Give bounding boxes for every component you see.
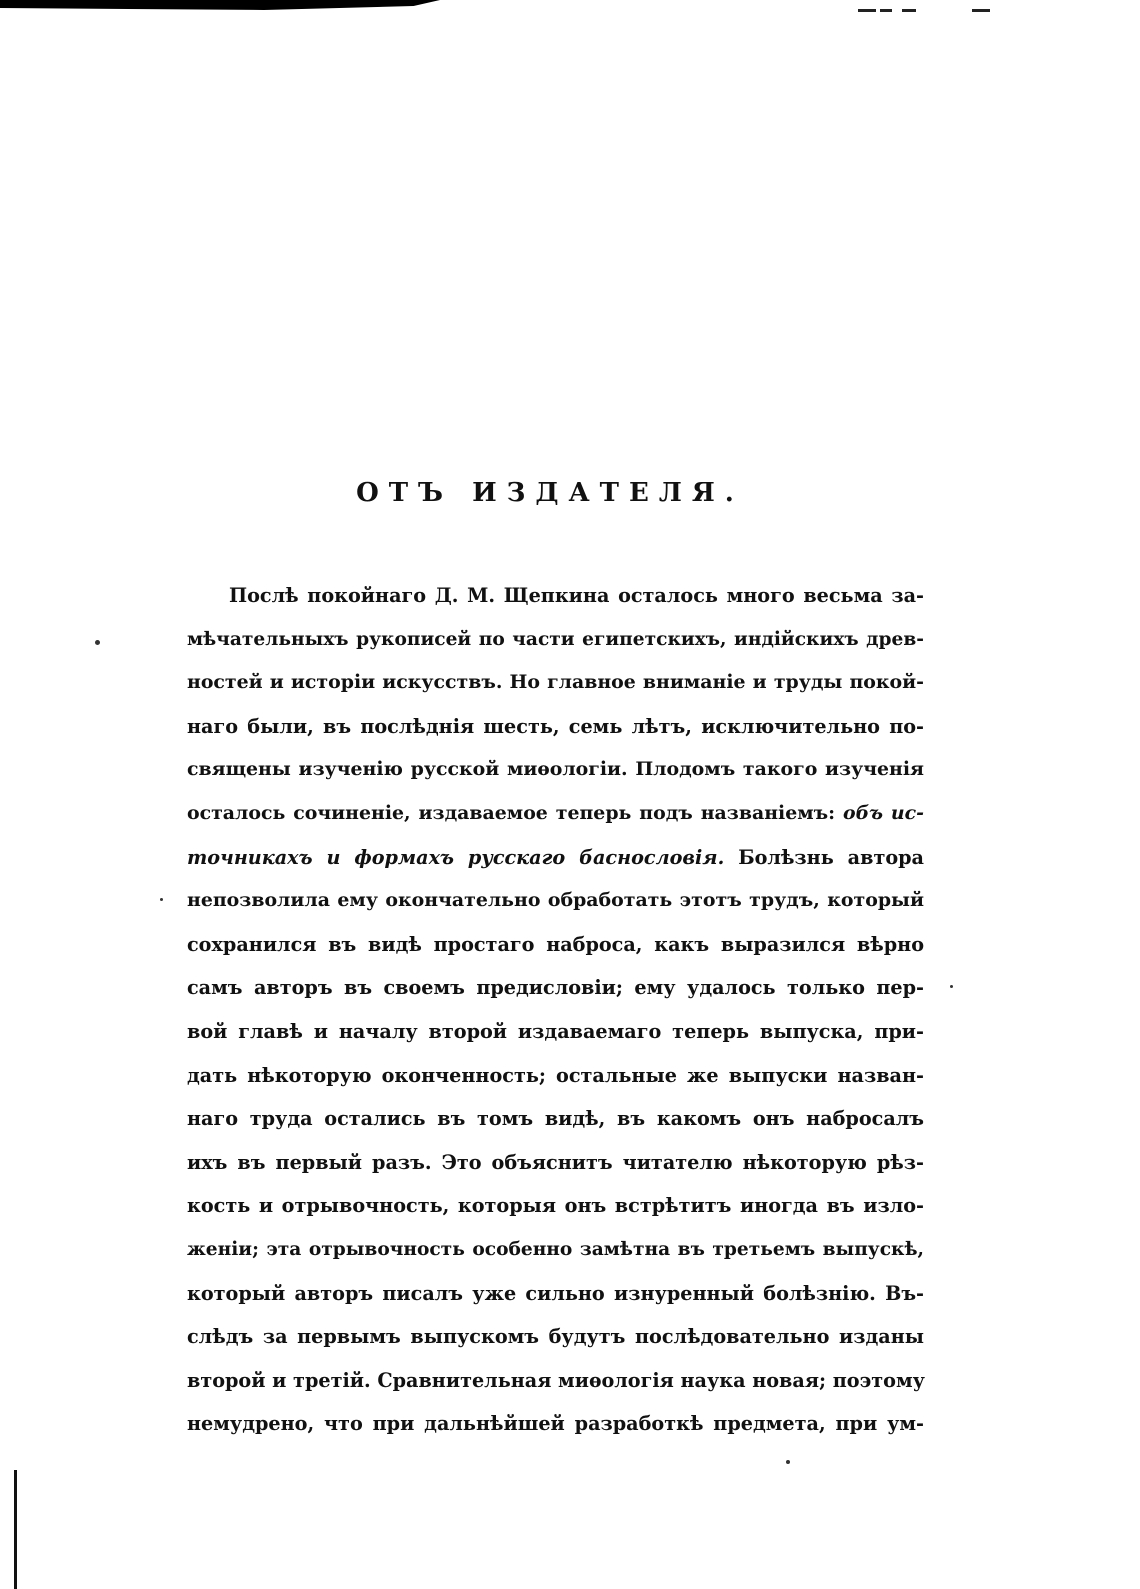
scan-artifact-dash — [880, 9, 892, 12]
scan-artifact-left-edge — [14, 1470, 17, 1589]
text-line: наго были, въ послѣднія шесть, семь лѣтъ, исключительно по- — [187, 714, 924, 738]
scan-artifact-top — [0, 0, 440, 10]
page-heading: ОТЪ ИЗДАТЕЛЯ. — [356, 478, 744, 508]
scan-artifact-dash — [902, 9, 916, 12]
text-line: вой главѣ и началу второй издаваемаго теперь выпуска, при- — [187, 1019, 924, 1043]
italic-title-part: точникахъ и формахъ русскаго баснословія. — [187, 845, 725, 869]
text-line-part: осталось сочиненіе, издаваемое теперь подъ названіемъ: — [187, 801, 836, 824]
text-line: ностей и исторіи искусствъ. Но главное вниманіе и труды покой- — [187, 671, 924, 694]
text-line: непозволила ему окончательно обработать этотъ трудъ, который — [187, 889, 924, 912]
text-line: женіи; эта отрывочность особенно замѣтна въ третьемъ выпускѣ, — [187, 1238, 924, 1260]
scan-speck — [160, 898, 163, 901]
text-line-part: Болѣзнь автора — [738, 845, 924, 869]
text-line: мѣчательныхъ рукописей по части египетскихъ, индійскихъ древ- — [187, 628, 924, 650]
text-line: слѣдъ за первымъ выпускомъ будутъ послѣдовательно изданы — [187, 1325, 924, 1349]
text-line: ихъ въ первый разъ. Это объяснитъ читателю нѣкоторую рѣз- — [187, 1150, 924, 1174]
scan-speck — [786, 1460, 790, 1464]
scan-artifact-dash — [972, 9, 990, 12]
text-line: который авторъ писалъ уже сильно изнуренный болѣзнію. Въ- — [187, 1281, 924, 1305]
text-line: сохранился въ видѣ простаго наброса, какъ выразился вѣрно — [187, 932, 924, 956]
text-line: самъ авторъ въ своемъ предисловіи; ему удалось только пер- — [187, 976, 924, 1000]
text-line: Послѣ покойнаго Д. М. Щепкина осталось много весьма за- — [229, 584, 924, 607]
text-line: священы изученію русской миѳологіи. Плодомъ такого изученія — [187, 758, 924, 781]
scan-speck — [95, 640, 100, 645]
text-line: дать нѣкоторую оконченность; остальные же выпуски назван- — [187, 1063, 924, 1087]
text-line — [187, 792, 924, 836]
body-paragraph — [187, 574, 924, 1446]
text-line: кость и отрывочность, которыя онъ встрѣтитъ иногда въ изло- — [187, 1194, 924, 1218]
text-line: наго труда остались въ томъ видѣ, въ какомъ онъ набросалъ — [187, 1107, 924, 1131]
scan-artifact-dash — [858, 9, 876, 12]
text-line: второй и третій. Сравнительная миѳологія наука новая; поэтому — [187, 1368, 925, 1392]
italic-title-part: объ ис- — [843, 801, 925, 824]
text-line: немудрено, что при дальнѣйшей разработкѣ предмета, при ум- — [187, 1412, 924, 1436]
scan-speck — [950, 985, 953, 988]
text-line — [187, 836, 924, 880]
